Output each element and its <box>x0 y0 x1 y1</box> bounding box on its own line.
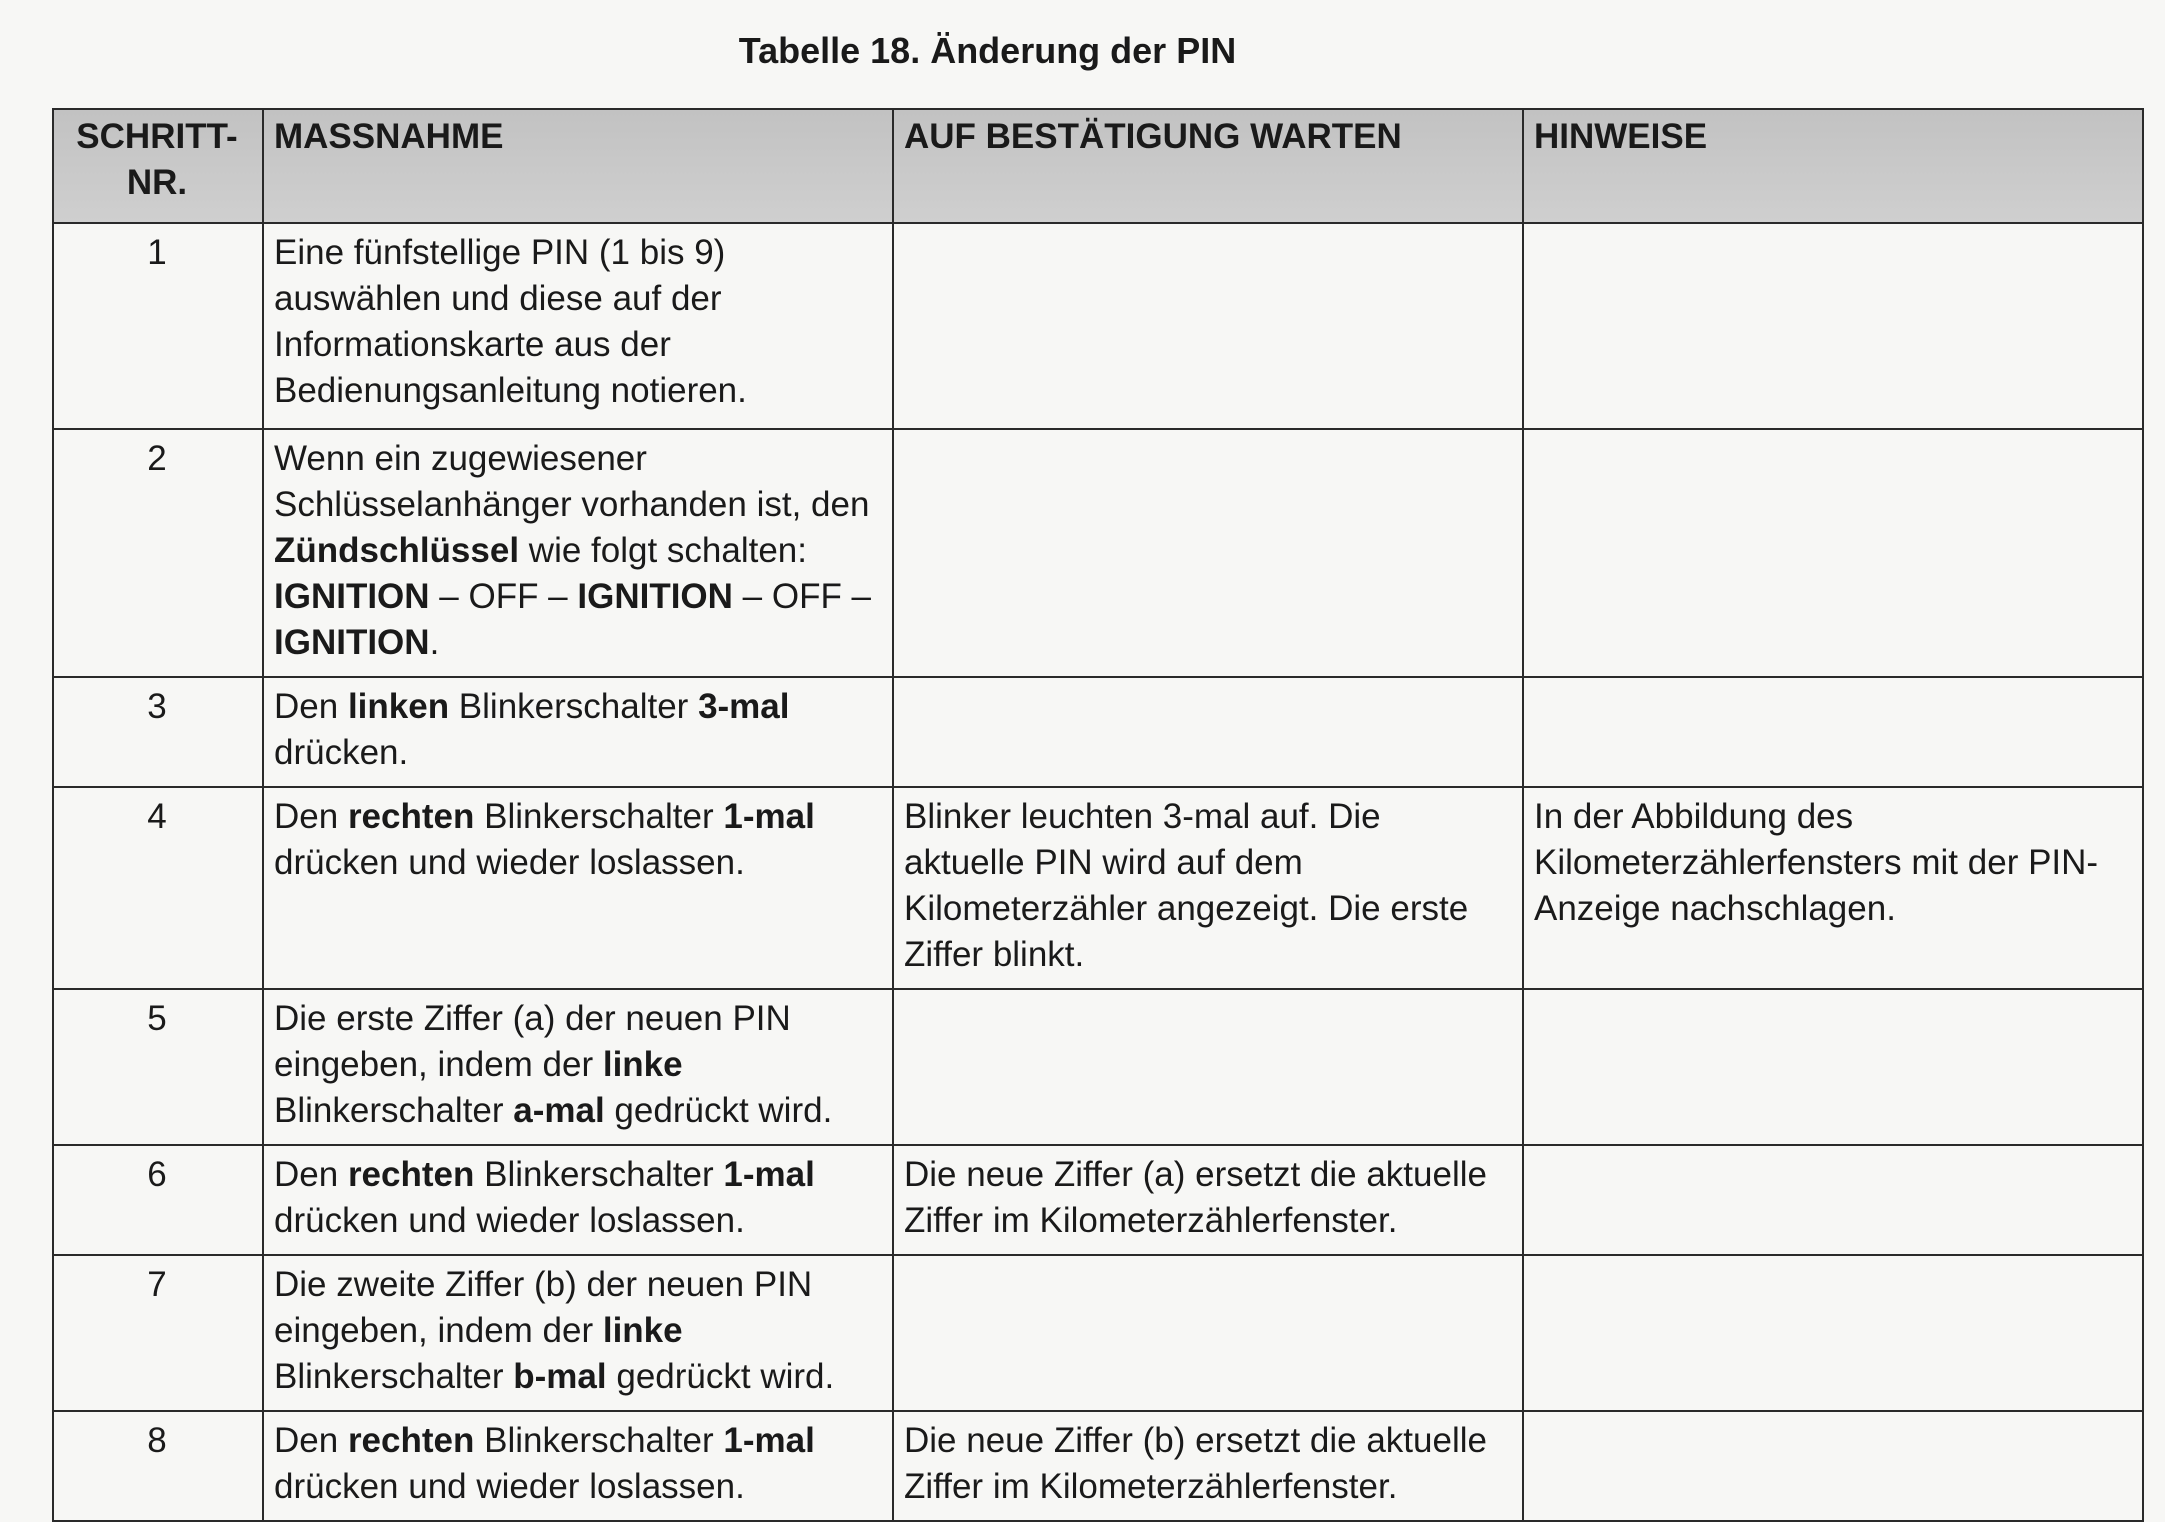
notes-cell: In der Abbildung des Kilometerzählerfensters mit der PIN-Anzeige nachschlagen. <box>1523 787 2143 989</box>
action-text: Blinkerschalter <box>274 1357 514 1396</box>
step-number-cell: 3 <box>53 677 263 787</box>
action-text: . <box>429 623 440 662</box>
action-cell <box>263 1411 893 1521</box>
header-notes: HINWEISE <box>1523 109 2143 223</box>
table-row <box>53 429 2143 677</box>
action-text-bold: IGNITION <box>274 577 430 616</box>
wait-confirmation-cell <box>893 677 1523 787</box>
table-row <box>53 677 2143 787</box>
action-text: wie folgt schalten: <box>519 531 807 570</box>
action-text: drücken und wieder loslassen. <box>274 1201 745 1240</box>
notes-cell <box>1523 1145 2143 1255</box>
action-text: Den <box>274 797 348 836</box>
action-text: Den <box>274 687 348 726</box>
action-text-bold: 1-mal <box>723 1155 815 1194</box>
table-caption: Tabelle 18. Änderung der PIN <box>738 30 1237 71</box>
action-text-bold: 3-mal <box>698 687 790 726</box>
action-text-bold: rechten <box>347 1155 475 1194</box>
table-row <box>53 787 2143 989</box>
notes-cell <box>1523 989 2143 1145</box>
action-text: Die erste Ziffer (a) der neuen PIN eingeben, indem der <box>274 999 791 1084</box>
action-cell <box>263 1145 893 1255</box>
action-text-bold: linken <box>347 687 450 726</box>
action-text-bold: IGNITION <box>577 577 733 616</box>
step-number-cell: 6 <box>53 1145 263 1255</box>
wait-confirmation-cell <box>893 429 1523 677</box>
wait-confirmation-cell: Die neue Ziffer (b) ersetzt die aktuelle Ziffer im Kilometerzählerfenster. <box>893 1411 1523 1521</box>
action-text: Blinkerschalter <box>474 797 724 836</box>
table-row <box>53 223 2143 429</box>
action-text: gedrückt wird. <box>606 1357 835 1396</box>
action-text-bold: Zündschlüssel <box>274 531 520 570</box>
action-text-bold: b-mal <box>513 1357 607 1396</box>
wait-confirmation-cell: Blinker leuchten 3-mal auf. Die aktuelle PIN wird auf dem Kilometerzähler angezeigt. Die erste Ziffer blinkt. <box>893 787 1523 989</box>
header-step-line1: SCHRITT- <box>76 117 238 156</box>
action-text: Blinkerschalter <box>474 1421 724 1460</box>
action-text: Eine fünfstellige PIN (1 bis 9) auswählen und diese auf der Informationskarte aus der Bedienungsanleitung notieren. <box>274 233 747 410</box>
step-number-cell: 1 <box>53 223 263 429</box>
pin-change-table <box>52 108 2144 1522</box>
action-text-bold: linke <box>602 1045 683 1084</box>
action-cell <box>263 787 893 989</box>
table-row <box>53 1255 2143 1411</box>
step-number-cell: 8 <box>53 1411 263 1521</box>
table-row <box>53 1145 2143 1255</box>
action-text: Die zweite Ziffer (b) der neuen PIN eingeben, indem der <box>274 1265 813 1350</box>
action-cell <box>263 989 893 1145</box>
action-text: drücken und wieder loslassen. <box>274 843 745 882</box>
notes-cell <box>1523 1255 2143 1411</box>
action-text: Wenn ein zugewiesener Schlüsselanhänger vorhanden ist, den <box>274 439 870 524</box>
action-text-bold: 1-mal <box>723 797 815 836</box>
action-text: Blinkerschalter <box>474 1155 724 1194</box>
wait-confirmation-cell <box>893 1255 1523 1411</box>
table-body <box>53 223 2143 1521</box>
action-text: – OFF – <box>429 577 578 616</box>
action-cell <box>263 677 893 787</box>
notes-cell <box>1523 223 2143 429</box>
wait-confirmation-cell <box>893 989 1523 1145</box>
notes-cell <box>1523 1411 2143 1521</box>
action-text-bold: IGNITION <box>274 623 430 662</box>
table-row <box>53 989 2143 1145</box>
action-cell <box>263 1255 893 1411</box>
action-text: gedrückt wird. <box>604 1091 833 1130</box>
table-header-row <box>53 109 2143 223</box>
header-wait-confirmation: AUF BESTÄTIGUNG WARTEN <box>893 109 1523 223</box>
notes-cell <box>1523 677 2143 787</box>
action-text: Blinkerschalter <box>274 1091 514 1130</box>
step-number-cell: 7 <box>53 1255 263 1411</box>
action-cell <box>263 223 893 429</box>
step-number-cell: 5 <box>53 989 263 1145</box>
action-text-bold: rechten <box>347 797 475 836</box>
action-text-bold: a-mal <box>513 1091 605 1130</box>
table-row <box>53 1411 2143 1521</box>
step-number-cell: 4 <box>53 787 263 989</box>
header-step-number <box>53 109 263 223</box>
header-action: MASSNAHME <box>263 109 893 223</box>
header-step-line2: NR. <box>126 163 188 202</box>
action-text: Den <box>274 1155 348 1194</box>
step-number-cell: 2 <box>53 429 263 677</box>
action-text: Den <box>274 1421 348 1460</box>
action-text: – OFF – <box>732 577 872 616</box>
wait-confirmation-cell: Die neue Ziffer (a) ersetzt die aktuelle Ziffer im Kilometerzählerfenster. <box>893 1145 1523 1255</box>
action-text: Blinkerschalter <box>449 687 699 726</box>
action-text: drücken und wieder loslassen. <box>274 1467 745 1506</box>
notes-cell <box>1523 429 2143 677</box>
action-text-bold: rechten <box>347 1421 475 1460</box>
action-text: drücken. <box>274 733 409 772</box>
action-text-bold: linke <box>602 1311 683 1350</box>
wait-confirmation-cell <box>893 223 1523 429</box>
action-cell <box>263 429 893 677</box>
action-text-bold: 1-mal <box>723 1421 815 1460</box>
